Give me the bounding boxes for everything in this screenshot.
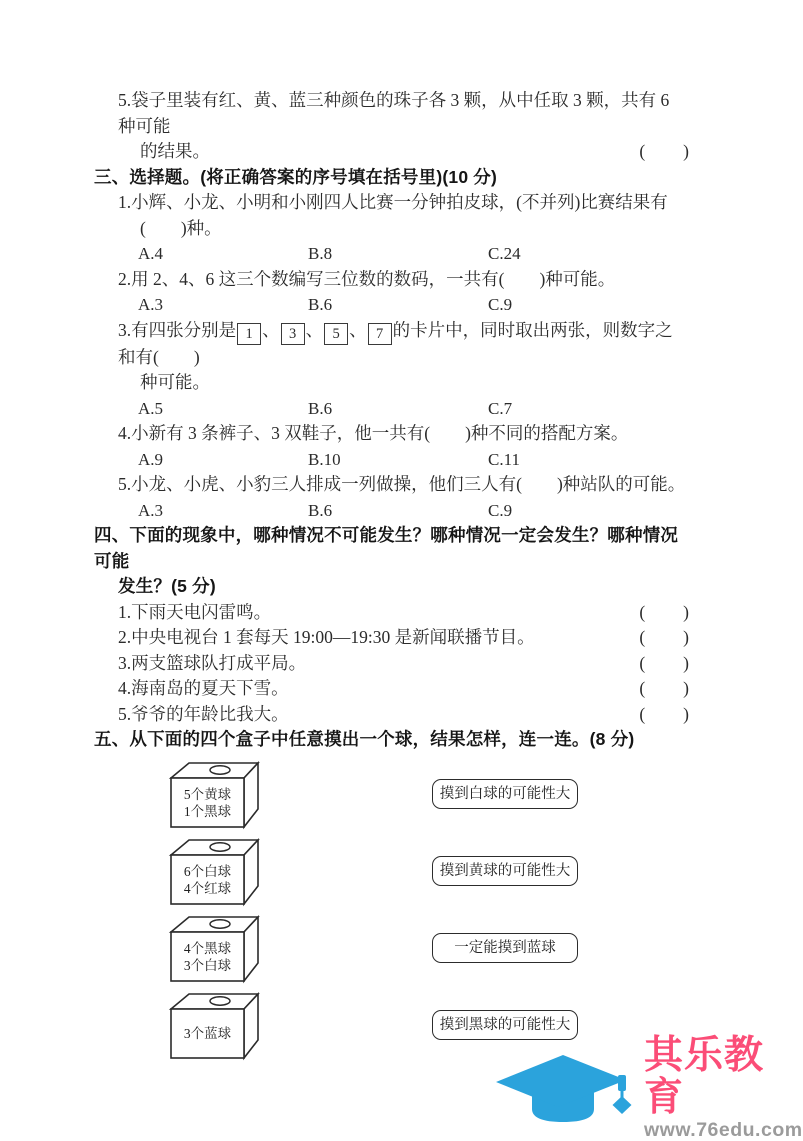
s4-item-text: 1.下雨天电闪雷鸣。	[118, 601, 272, 622]
box-line: 6个白球	[183, 863, 232, 879]
number-card-5: 5	[324, 323, 348, 345]
match-row-2	[94, 833, 690, 910]
judge-q5-line2-text: 的结果。	[140, 141, 210, 161]
ball-box-2	[168, 836, 261, 906]
judge-q5-line1: 5.袋子里装有红、黄、蓝三种颜色的珠子各 3 颗，从中任取 3 颗，共有 6 种可能	[118, 90, 674, 136]
s3-q2-options	[94, 292, 690, 318]
option-b: B.6	[308, 500, 333, 520]
option-c: C.9	[488, 500, 513, 520]
ball-box-1	[168, 759, 261, 829]
s3-q4-options	[94, 447, 690, 473]
option-b: B.8	[308, 244, 333, 263]
s4-item-text: 4.海南岛的夏天下雪。	[118, 678, 289, 698]
s3-q5-line1: 5.小龙、小虎、小豹三人排成一列做操，他们三人有( )种站队的可能。	[118, 474, 686, 494]
brand-url: www.76edu.com	[644, 1119, 803, 1141]
section4-heading-line2: 发生？(5 分)	[118, 576, 216, 596]
result-pill-4: 摸到黑球的可能性大	[432, 1010, 578, 1040]
option-c: C.9	[488, 295, 513, 314]
option-a: A.4	[138, 244, 164, 263]
s3-q3-post: 的卡片中，同时取出两张，则数字之和有( )	[118, 319, 673, 367]
card-separator: 、	[262, 319, 280, 340]
s3-q3-line2: 种可能。	[140, 372, 210, 392]
option-a: A.9	[138, 449, 164, 469]
worksheet-content	[94, 88, 690, 1064]
option-b: B.10	[308, 449, 341, 469]
brand-name: 其乐教育	[644, 1034, 765, 1119]
s3-q3-options	[94, 396, 690, 422]
s4-answer-blank: ( )	[639, 703, 690, 724]
card-separator: 、	[349, 319, 367, 340]
number-card-7: 7	[368, 323, 392, 345]
option-c: C.7	[488, 398, 513, 418]
ball-box-4	[168, 990, 261, 1060]
match-row-1	[94, 756, 690, 833]
box-line: 4个黑球	[183, 940, 232, 956]
s4-item-3	[94, 651, 690, 677]
box-line: 3个白球	[183, 957, 232, 973]
s3-q1-line1: 1.小辉、小龙、小明和小刚四人比赛一分钟拍皮球，(不并列)比赛结果有	[118, 192, 668, 212]
option-c: C.24	[488, 244, 521, 263]
graduation-cap-icon	[492, 1047, 640, 1129]
s4-item-4	[94, 676, 690, 702]
s4-answer-blank: ( )	[639, 678, 690, 698]
s3-q1-line2: ( )种。	[140, 217, 222, 238]
s4-answer-blank: ( )	[639, 601, 690, 622]
box-contents-label	[171, 1009, 244, 1058]
s4-item-5	[94, 702, 690, 728]
result-pill-2: 摸到黄球的可能性大	[432, 856, 578, 886]
s4-answer-blank: ( )	[639, 627, 690, 647]
s4-item-2	[94, 625, 690, 651]
option-c: C.11	[488, 449, 520, 469]
result-pill-1: 摸到白球的可能性大	[432, 779, 578, 809]
s3-q2-line1: 2.用 2、4、6 这三个数编写三位数的数码，一共有( )种可能。	[118, 268, 616, 289]
box-contents-label	[171, 932, 244, 981]
s3-q1-options	[94, 241, 690, 267]
brand-text	[644, 1035, 803, 1141]
number-card-3: 3	[281, 323, 305, 345]
option-b: B.6	[308, 398, 333, 418]
section5-heading: 五、从下面的四个盒子中任意摸出一个球，结果怎样，连一连。(8 分)	[94, 729, 635, 749]
judge-q5-line2	[94, 139, 690, 165]
s4-item-1	[94, 600, 690, 626]
section4-heading-line1: 四、下面的现象中，哪种情况不可能发生？哪种情况一定会发生？哪种情况可能	[94, 525, 679, 571]
s3-q5-options	[94, 498, 690, 524]
match-row-3	[94, 910, 690, 987]
box-line: 3个蓝球	[183, 1026, 232, 1041]
brand-logo	[492, 1035, 803, 1141]
s3-q4-line1: 4.小新有 3 条裤子、3 双鞋子，他一共有( )种不同的搭配方案。	[118, 423, 629, 443]
s3-q3-line1	[94, 318, 690, 371]
s4-item-text: 5.爷爷的年龄比我大。	[118, 703, 289, 724]
number-card-1: 1	[237, 323, 261, 345]
s4-item-text: 2.中央电视台 1 套每天 19:00—19:30 是新闻联播节目。	[118, 627, 535, 647]
box-line: 5个黄球	[183, 786, 232, 802]
s4-item-text: 3.两支篮球队打成平局。	[118, 652, 307, 673]
section3-heading: 三、选择题。(将正确答案的序号填在括号里)(10 分)	[94, 166, 498, 187]
option-b: B.6	[308, 295, 333, 314]
ball-box-3	[168, 913, 261, 983]
box-line: 1个黑球	[183, 803, 232, 819]
option-a: A.3	[138, 500, 164, 520]
matching-area	[94, 756, 690, 1064]
judge-q5-answer-blank: ( )	[639, 141, 690, 161]
box-contents-label	[171, 778, 244, 827]
s3-q3-pre: 3.有四张分别是	[118, 319, 237, 340]
option-a: A.3	[138, 295, 164, 314]
box-line: 4个红球	[183, 880, 232, 896]
box-contents-label	[171, 855, 244, 904]
result-pill-3: 一定能摸到蓝球	[432, 933, 578, 963]
option-a: A.5	[138, 398, 164, 418]
s4-answer-blank: ( )	[639, 652, 690, 673]
card-separator: 、	[305, 319, 324, 340]
